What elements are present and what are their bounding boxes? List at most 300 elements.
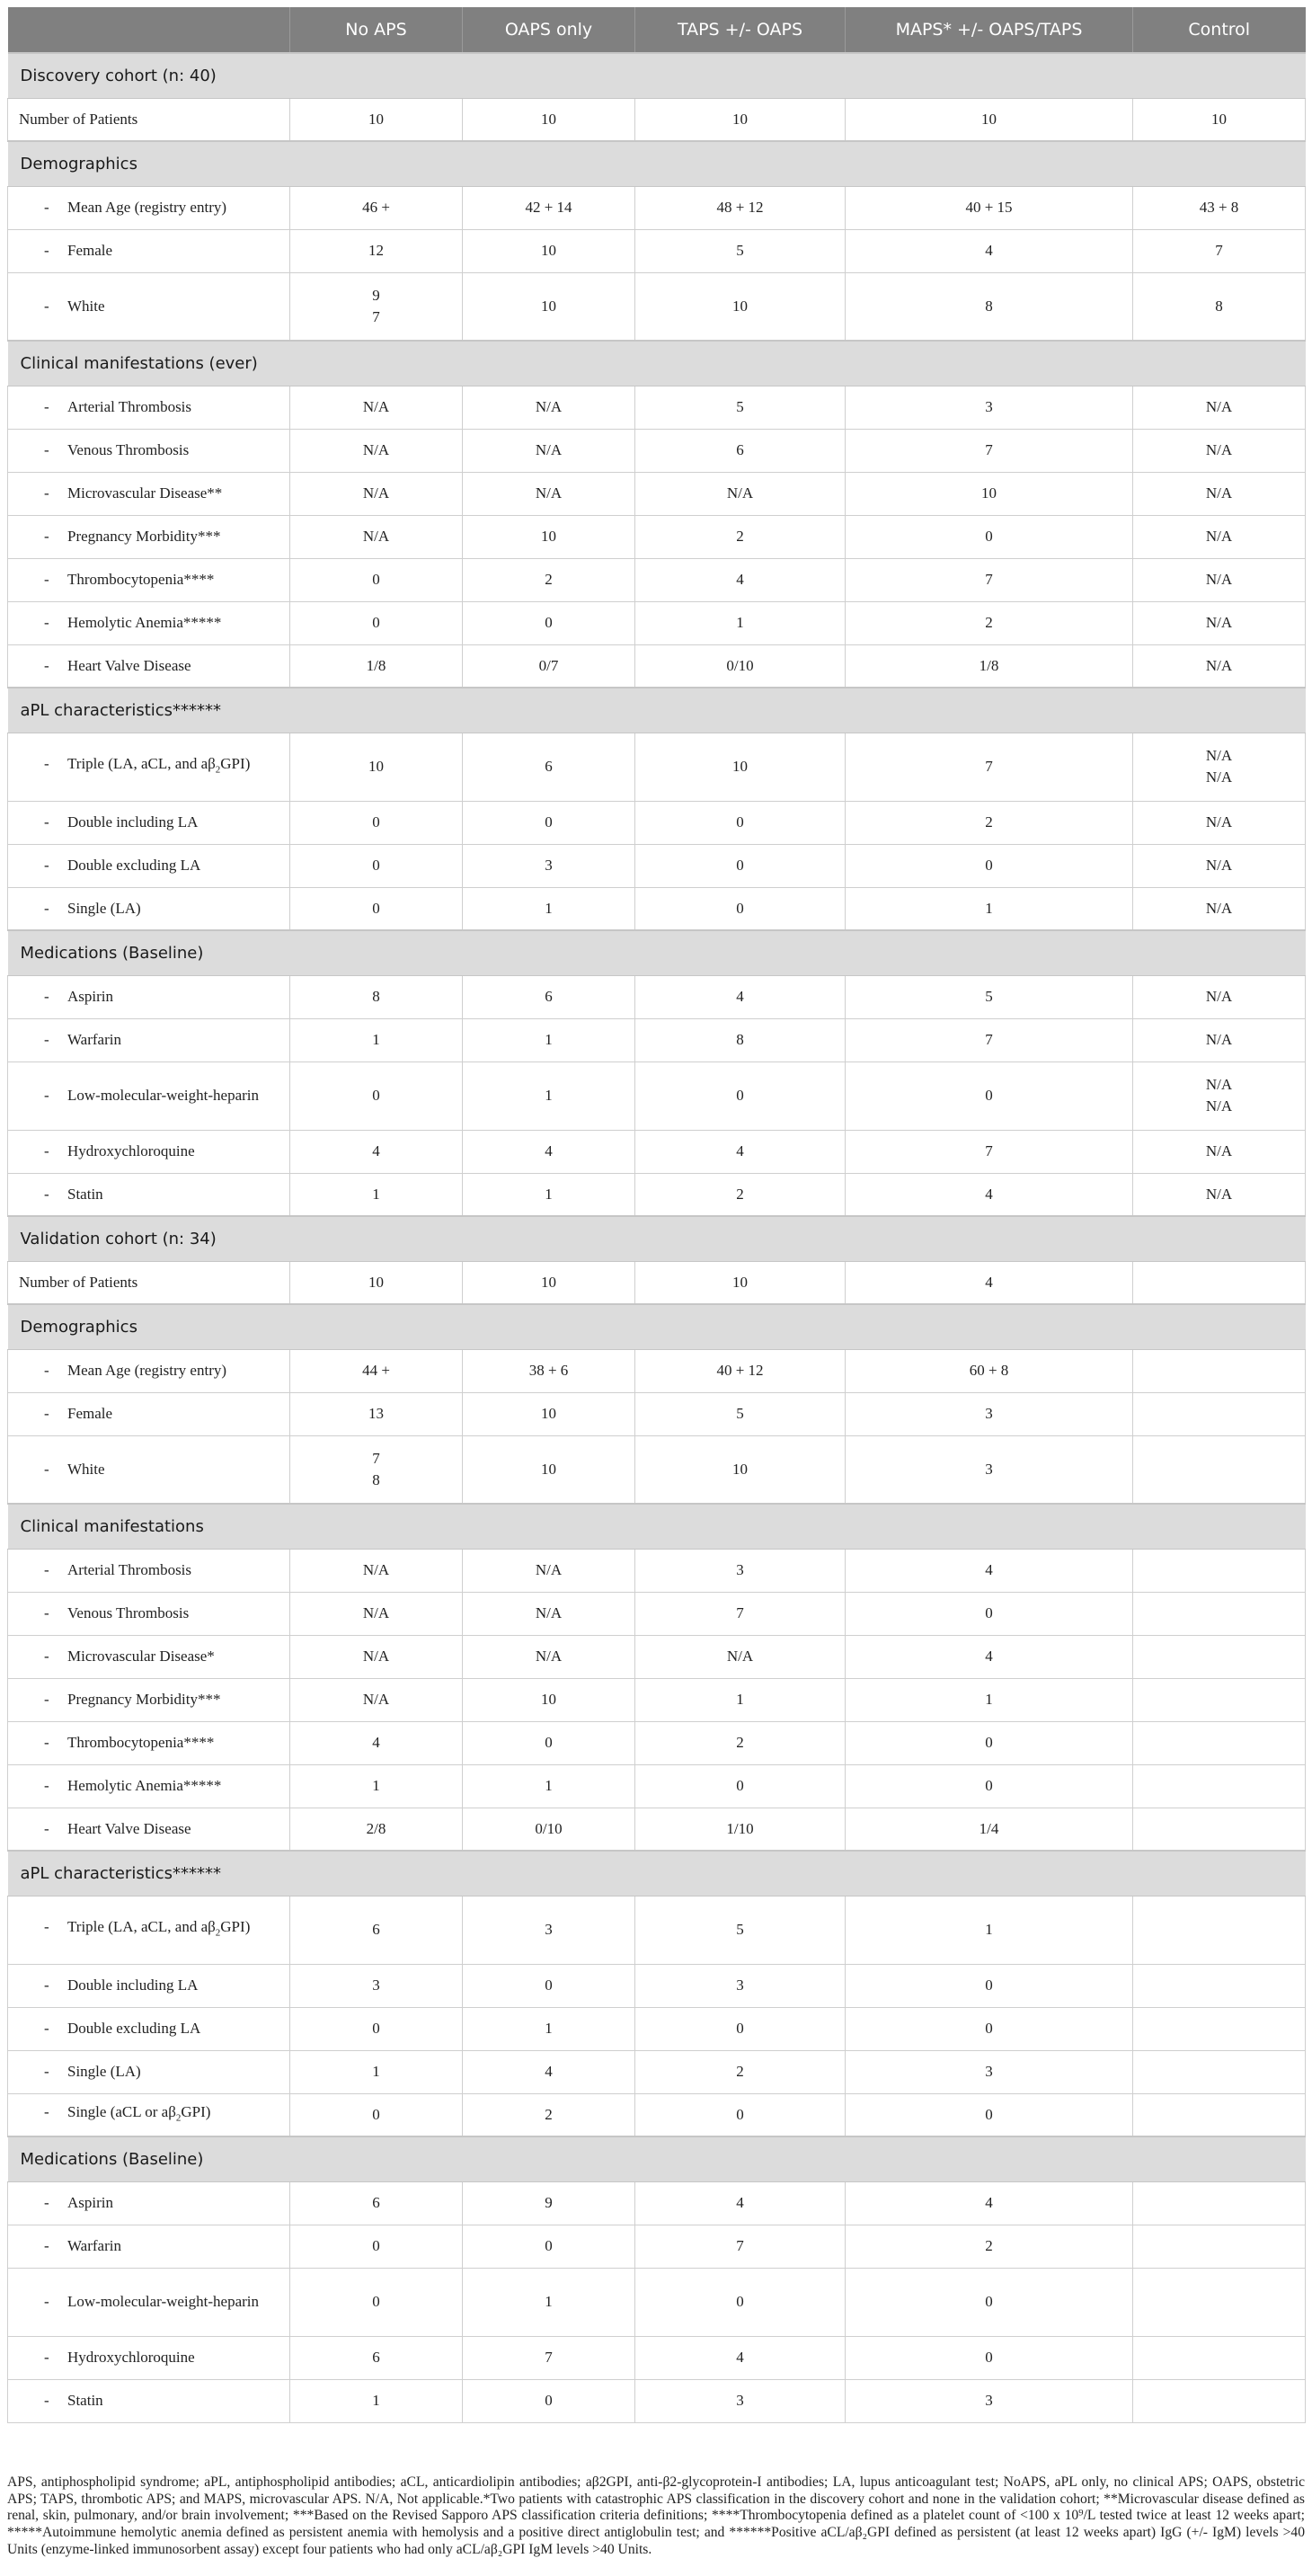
row-label-text: Arterial Thrombosis [67,1561,192,1578]
value-cell: 3 [846,2379,1133,2422]
value-cell: N/A [1133,1018,1306,1061]
section-title: Validation cohort (n: 34) [8,1216,1306,1261]
bullet-dash: - [44,2349,49,2366]
row-label [8,2225,290,2268]
row-label-text: Hemolytic Anemia***** [67,1777,222,1794]
row-label [8,2379,290,2422]
table-row [8,975,1306,1018]
value-cell: N/A [1133,1173,1306,1216]
value-cell: 10 [846,472,1133,515]
value-cell: 9 [463,2181,635,2225]
bullet-dash: - [44,1362,49,1379]
value-cell: 43 + 8 [1133,186,1306,229]
row-label [8,1592,290,1635]
value-cell: 3 [463,1896,635,1964]
value-cell: 6 [290,1896,463,1964]
value-cell: 2 [463,558,635,601]
table-row [8,2093,1306,2136]
table-row [8,1349,1306,1392]
value-cell: 1 [463,1018,635,1061]
value-cell: 10 [463,1392,635,1435]
value-cell: 6 [635,429,846,472]
value-cell: 10 [290,98,463,141]
value-cell: 2/8 [290,1808,463,1851]
bullet-dash: - [44,297,49,315]
table-row [8,1896,1306,1964]
row-label-text: Venous Thrombosis [67,441,190,458]
table-row [8,2050,1306,2093]
value-cell: 7 8 [290,1435,463,1504]
value-cell [1133,1808,1306,1851]
bullet-dash: - [44,571,49,588]
row-label [8,1435,290,1504]
section-title: Clinical manifestations (ever) [8,341,1306,386]
value-cell: 4 [463,1130,635,1173]
value-cell: 6 [290,2181,463,2225]
value-cell: 7 [846,429,1133,472]
table-row [8,1549,1306,1592]
value-cell: 4 [846,1173,1133,1216]
value-cell: N/A [1133,644,1306,688]
value-cell: 13 [290,1392,463,1435]
row-label-text: Single (LA) [67,899,141,917]
value-cell: 1 [463,2268,635,2336]
value-cell: N/A [1133,887,1306,930]
value-cell: 7 [635,1592,846,1635]
row-label-text: Heart Valve Disease [67,1819,191,1837]
value-cell: 0/10 [463,1808,635,1851]
row-label-text: Hydroxychloroquine [67,2349,195,2366]
bullet-dash: - [44,1917,49,1935]
value-cell: 1 [463,887,635,930]
value-cell [1133,2181,1306,2225]
value-cell: 5 [846,975,1133,1018]
table-row [8,2007,1306,2050]
table-row [8,472,1306,515]
value-cell [1133,1721,1306,1764]
table-row [8,386,1306,429]
row-label-text: Aspirin [67,988,113,1005]
section-title: Medications (Baseline) [8,2136,1306,2181]
table-header-row [8,7,1306,53]
row-label [8,1549,290,1592]
bullet-dash: - [44,1691,49,1708]
value-cell: 0 [635,1764,846,1808]
bullet-dash: - [44,1142,49,1159]
bullet-dash: - [44,1185,49,1203]
bullet-dash: - [44,242,49,259]
table-row [8,1678,1306,1721]
table-row [8,887,1306,930]
row-label [8,1018,290,1061]
value-cell: N/A [290,515,463,558]
row-label-text: Low-molecular-weight-heparin [67,1087,260,1104]
row-label [8,2181,290,2225]
value-cell [1133,2225,1306,2268]
row-label-text: Female [67,1405,113,1422]
row-label-text: Low-molecular-weight-heparin [67,2293,260,2310]
value-cell: 0 [635,801,846,844]
bullet-dash: - [44,656,49,674]
value-cell: 2 [635,1173,846,1216]
value-cell: 0 [635,2093,846,2136]
value-cell: 2 [846,2225,1133,2268]
value-cell: 3 [635,1964,846,2007]
value-cell: N/A N/A [1133,1061,1306,1130]
table-row [8,2225,1306,2268]
value-cell: N/A [463,1549,635,1592]
value-cell: 0 [846,2093,1133,2136]
value-cell: 10 [635,733,846,801]
value-cell: 8 [1133,272,1306,341]
row-label [8,1678,290,1721]
section-title: Demographics [8,1304,1306,1349]
bullet-dash: - [44,857,49,874]
value-cell: 0/7 [463,644,635,688]
value-cell: 7 [846,1018,1133,1061]
value-cell: 1/4 [846,1808,1133,1851]
value-cell: 10 [463,1261,635,1304]
value-cell: 0 [846,1964,1133,2007]
row-label-text: Thrombocytopenia**** [67,1734,215,1751]
bullet-dash: - [44,528,49,545]
bullet-dash: - [44,2194,49,2211]
row-label [8,1392,290,1435]
value-cell: 4 [846,2181,1133,2225]
value-cell: 7 [846,733,1133,801]
table-row [8,515,1306,558]
section-header-row [8,1504,1306,1549]
value-cell: 0 [846,1721,1133,1764]
row-label-text: Aspirin [67,2194,113,2211]
row-label-text: Arterial Thrombosis [67,398,192,415]
table-row [8,644,1306,688]
value-cell: 3 [635,1549,846,1592]
value-cell: 1 [290,2379,463,2422]
table-row [8,1173,1306,1216]
section-title: aPL characteristics****** [8,688,1306,733]
value-cell: 8 [846,272,1133,341]
value-cell: 3 [290,1964,463,2007]
value-cell: 9 7 [290,272,463,341]
value-cell: 0 [290,844,463,887]
value-cell: 0 [846,2268,1133,2336]
row-label [8,1635,290,1678]
table-row [8,1392,1306,1435]
row-label [8,1721,290,1764]
table-row [8,601,1306,644]
row-label [8,1349,290,1392]
row-label [8,1896,290,1964]
value-cell [1133,1592,1306,1635]
value-cell: 10 [635,98,846,141]
value-cell: 0 [846,2336,1133,2379]
value-cell: N/A N/A [1133,733,1306,801]
value-cell [1133,1764,1306,1808]
value-cell: 6 [463,975,635,1018]
value-cell: 0 [463,1964,635,2007]
bullet-dash: - [44,441,49,458]
value-cell: N/A [463,1592,635,1635]
value-cell [1133,2336,1306,2379]
value-cell: 5 [635,1392,846,1435]
row-label-text: White [67,1460,105,1478]
bullet-dash: - [44,1405,49,1422]
value-cell: 2 [635,515,846,558]
value-cell: N/A [1133,601,1306,644]
row-label-text: Thrombocytopenia**** [67,571,215,588]
value-cell: 0 [290,2225,463,2268]
value-cell: 7 [1133,229,1306,272]
bullet-dash: - [44,2020,49,2037]
bullet-dash: - [44,2237,49,2254]
value-cell: 1/8 [846,644,1133,688]
bullet-dash: - [44,199,49,216]
row-label-text: Pregnancy Morbidity*** [67,1691,221,1708]
value-cell: 48 + 12 [635,186,846,229]
header-cell-control: Control [1133,7,1306,53]
bullet-dash: - [44,1561,49,1578]
row-label-text: Triple (LA, aCL, and $a\beta_2GPI$) [67,1917,251,1939]
value-cell: 0 [846,1592,1133,1635]
row-label-text: Statin [67,1185,103,1203]
bullet-dash: - [44,484,49,502]
row-label-text: Mean Age (registry entry) [67,1362,227,1379]
table-row [8,844,1306,887]
value-cell: 4 [635,2181,846,2225]
table-row [8,2268,1306,2336]
header-cell-maps: MAPS* +/- OAPS/TAPS [846,7,1133,53]
section-header-row [8,53,1306,98]
value-cell [1133,2007,1306,2050]
value-cell: 4 [290,1721,463,1764]
value-cell: 10 [290,733,463,801]
table-row [8,1764,1306,1808]
value-cell: 2 [635,2050,846,2093]
value-cell: N/A [290,429,463,472]
value-cell: 4 [846,229,1133,272]
value-cell: N/A [1133,801,1306,844]
value-cell: 2 [635,1721,846,1764]
row-label-text: Hydroxychloroquine [67,1142,195,1159]
value-cell: 0 [290,801,463,844]
value-cell: 6 [290,2336,463,2379]
value-cell: N/A [1133,1130,1306,1173]
section-title: Medications (Baseline) [8,930,1306,975]
value-cell: 4 [635,2336,846,2379]
table-row [8,801,1306,844]
section-header-row [8,1304,1306,1349]
value-cell: 0 [290,558,463,601]
value-cell: N/A [1133,429,1306,472]
table-body [8,53,1306,2422]
row-label-text: White [67,297,105,315]
value-cell: 5 [635,229,846,272]
value-cell: 1 [290,1173,463,1216]
value-cell: 0 [290,1061,463,1130]
value-cell: N/A [463,429,635,472]
value-cell: 3 [846,2050,1133,2093]
value-cell: 8 [635,1018,846,1061]
value-cell: N/A [290,1635,463,1678]
row-label [8,975,290,1018]
row-label-text: Single (aCL or $a\beta_2GPI$) [67,2102,211,2123]
row-label-text: Triple (LA, aCL, and $a\beta_2GPI$) [67,754,251,776]
bullet-dash: - [44,1087,49,1104]
section-header-row [8,2136,1306,2181]
value-cell: N/A [290,1549,463,1592]
row-label-text: Microvascular Disease** [67,484,223,502]
value-cell: 4 [635,975,846,1018]
bullet-dash: - [44,899,49,917]
value-cell: 0 [463,1721,635,1764]
value-cell: 1 [463,2007,635,2050]
value-cell: N/A [290,1592,463,1635]
value-cell: N/A [463,386,635,429]
table-row [8,429,1306,472]
value-cell: 8 [290,975,463,1018]
row-label: Number of Patients [8,1261,290,1304]
section-header-row [8,688,1306,733]
bullet-dash: - [44,2063,49,2080]
table-row [8,1018,1306,1061]
value-cell: N/A [290,386,463,429]
bullet-dash: - [44,813,49,831]
value-cell [1133,2093,1306,2136]
value-cell: N/A [290,1678,463,1721]
bullet-dash: - [44,2102,49,2120]
row-label-text: Warfarin [67,2237,121,2254]
table-row [8,1061,1306,1130]
value-cell: 0 [290,2268,463,2336]
value-cell [1133,2379,1306,2422]
value-cell: 2 [463,2093,635,2136]
value-cell: 0 [463,2225,635,2268]
value-cell: 0 [846,2007,1133,2050]
row-label-text: Hemolytic Anemia***** [67,614,222,631]
row-label [8,558,290,601]
value-cell: 5 [635,386,846,429]
value-cell [1133,1635,1306,1678]
header-cell-blank [8,7,290,53]
value-cell: 0 [846,1061,1133,1130]
bullet-dash: - [44,1976,49,1994]
bullet-dash: - [44,754,49,772]
section-header-row [8,930,1306,975]
value-cell: 38 + 6 [463,1349,635,1392]
row-label [8,272,290,341]
value-cell: 0 [463,601,635,644]
value-cell: 4 [846,1549,1133,1592]
value-cell: 60 + 8 [846,1349,1133,1392]
row-label [8,229,290,272]
value-cell: 2 [846,601,1133,644]
value-cell [1133,1392,1306,1435]
bullet-dash: - [44,614,49,631]
value-cell: 42 + 14 [463,186,635,229]
row-label-text: Warfarin [67,1031,121,1048]
table-row [8,1635,1306,1678]
value-cell: 44 + [290,1349,463,1392]
value-cell: 0 [635,844,846,887]
value-cell: 0 [463,801,635,844]
value-cell: 7 [635,2225,846,2268]
row-label [8,801,290,844]
value-cell: 1 [463,1061,635,1130]
value-cell: 1 [635,1678,846,1721]
value-cell: 0 [290,2007,463,2050]
row-label [8,1130,290,1173]
value-cell: N/A [1133,386,1306,429]
row-label [8,1061,290,1130]
row-label-text: Heart Valve Disease [67,656,191,674]
bullet-dash: - [44,1031,49,1048]
value-cell: 0 [635,1061,846,1130]
value-cell: 4 [846,1635,1133,1678]
section-title: aPL characteristics****** [8,1851,1306,1896]
value-cell: 7 [463,2336,635,2379]
row-label [8,429,290,472]
table-row [8,1721,1306,1764]
value-cell: 2 [846,801,1133,844]
section-header-row [8,341,1306,386]
value-cell: 4 [635,1130,846,1173]
row-label-text: Microvascular Disease* [67,1648,215,1665]
row-label-text: Double excluding LA [67,2020,201,2037]
value-cell: 4 [846,1261,1133,1304]
value-cell: 10 [635,1435,846,1504]
row-label [8,2050,290,2093]
value-cell [1133,1678,1306,1721]
value-cell: 4 [290,1130,463,1173]
value-cell: 3 [635,2379,846,2422]
value-cell: 1/8 [290,644,463,688]
row-label [8,186,290,229]
table-row [8,2181,1306,2225]
table-container [7,7,1305,2423]
section-header-row [8,141,1306,186]
table-row [8,1261,1306,1304]
value-cell [1133,1435,1306,1504]
value-cell: 0 [290,601,463,644]
value-cell: 4 [463,2050,635,2093]
value-cell: 7 [846,558,1133,601]
row-label [8,1173,290,1216]
value-cell: 10 [463,1678,635,1721]
row-label-text: Statin [67,2392,103,2409]
table-row [8,1592,1306,1635]
value-cell: 0 [635,887,846,930]
row-label-text: Mean Age (registry entry) [67,199,227,216]
patient-characteristics-table [7,7,1306,2423]
table-row [8,1130,1306,1173]
value-cell: 5 [635,1896,846,1964]
table-row [8,2379,1306,2422]
bullet-dash: - [44,988,49,1005]
table-footnote: APS, antiphospholipid syndrome; aPL, antiphospholipid antibodies; aCL, anticardiolipin antibodies; aβ2GPI, anti-β2-glycoprotein-I antibodies; LA, lupus anticoagulant test; NoAPS, aPL only, no clinical APS; OAPS, obstetric APS; TAPS, thrombotic APS; and MAPS, microvascular APS. N/A, Not applicable.*Two patients with catastrophic APS classification in the discovery cohort and none in the validation cohort; **Microvascular disease defined as renal, skin, pulmonary, and/or brain involvement; ***Based on the Revised Sapporo APS classification criteria definitions; ****Thrombocytopenia defined as a platelet count of <100 x 10⁹/L tested twice at least 12 weeks apart; *****Autoimmune hemolytic anemia defined as persistent anemia with hemolysis and a positive direct antiglobulin test; and ******Positive aCL/aβ₂GPI defined as persistent (at least 12 weeks apart) IgG (+/- IgM) levels >40 Units (enzyme-linked immunosorbent assay) except four patients who had only aCL/aβ₂GPI IgM levels >40 Units. [7,2474,1305,2557]
value-cell: N/A [463,472,635,515]
value-cell [1133,2268,1306,2336]
value-cell: N/A [635,472,846,515]
header-cell-no-aps: No APS [290,7,463,53]
table-row [8,558,1306,601]
value-cell: 1 [290,2050,463,2093]
value-cell: N/A [290,472,463,515]
value-cell: 0/10 [635,644,846,688]
row-label [8,1764,290,1808]
value-cell: 40 + 12 [635,1349,846,1392]
value-cell: 1 [463,1173,635,1216]
